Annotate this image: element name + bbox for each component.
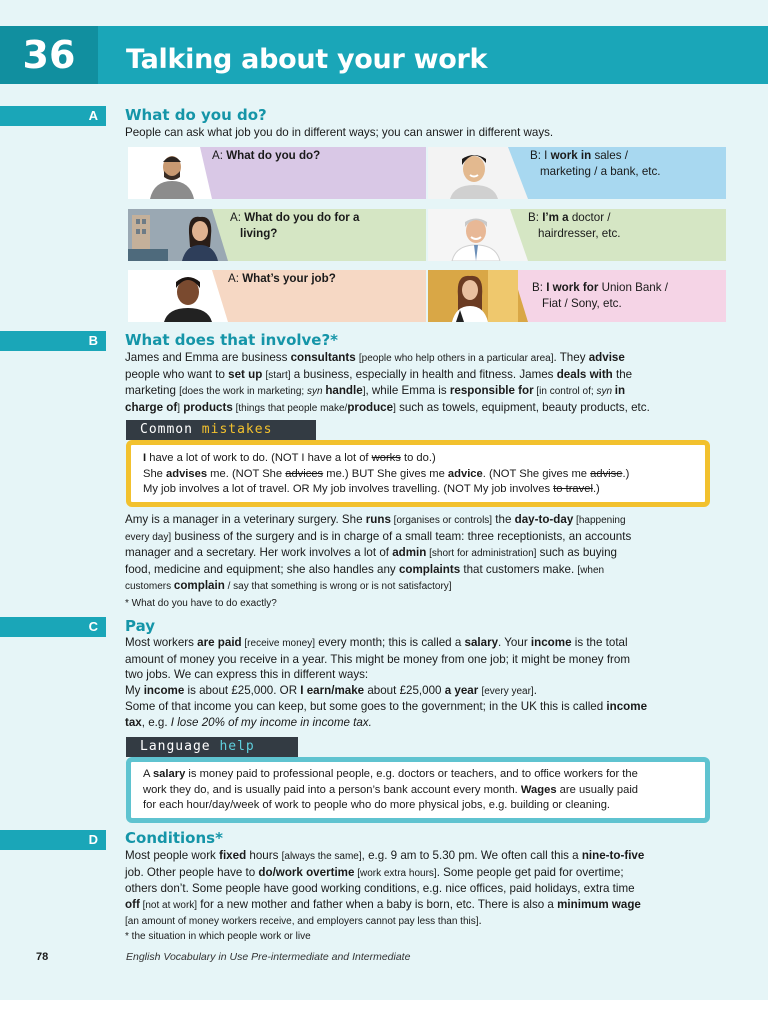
- section-c-text: Most workers are paid [receive money] every month; this is called a salary. Your income is the total amount of money you receive in a year. This might be money from one job; it might be money from two jobs. We can express this in different ways: My income is about £25,000. OR I earn/make about £25,000 a year [every year]. Some of that income you can keep, but some goes to the government; in the UK this is called income tax, e.g. I lose 20% of my income in income tax.: [125, 636, 648, 729]
- unit-number: 36: [0, 26, 98, 84]
- job-cell-question-2: [128, 209, 426, 261]
- question-1: A: What do you do?: [212, 149, 321, 162]
- section-d-footnote: * the situation in which people work or live: [125, 931, 311, 942]
- businesswoman-photo: [428, 270, 528, 322]
- section-c-tab: C: [0, 617, 106, 637]
- page-number: 78: [36, 951, 49, 963]
- question-2: A: What do you do for a living?: [230, 211, 360, 240]
- job-cell-question-3: [128, 270, 426, 322]
- job-cell-answer-1: [428, 147, 726, 199]
- job-cell-question-1: [128, 147, 426, 199]
- section-d-title: Conditions*: [125, 829, 223, 847]
- section-b-paragraph-2: Amy is a manager in a veterinary surgery. She runs [organises or controls] the day-to-day [happening every day] business of the surgery and is in charge of a small team: three receptionists, an accounts manager and a secretary. Her work involves a lot of admin [short for administration] such as buying food, medicine and equipment; she also handles any complaints that customers make. [when customers complain / say that something is wrong or is not satisfactory]: [125, 513, 632, 593]
- answer-3: B: I work for Union Bank / Fiat / Sony, etc.: [532, 281, 668, 310]
- answer-1: B: I work in sales / marketing / a bank, etc.: [530, 149, 661, 178]
- section-b-tab: B: [0, 331, 106, 351]
- section-a-intro: People can ask what job you do in different ways; you can answer in different ways.: [125, 126, 554, 139]
- section-d-tab: D: [0, 830, 106, 850]
- section-a-title: What do you do?: [125, 106, 267, 124]
- section-d-text: Most people work fixed hours [always the same], e.g. 9 am to 5.30 pm. We often call this a nine-to-five job. Other people have to do/work overtime [work extra hours]. Some people get paid for overtime; others don’t. Some people have good working conditions, e.g. nice offices, paid holidays, extra time off [not at work] for a new mother and father when a baby is born, etc. There is also a minimum wage [an amount of money workers receive, and employers cannot pay less than this].: [125, 849, 645, 928]
- language-help-text: A salary is money paid to professional people, e.g. doctors or teachers, and to office workers for the work they do, and is usually paid into a person’s bank account every month. Wages are usually paid for each hour/day/week of work to people who do more physical jobs, e.g. building or cleaning.: [143, 768, 639, 812]
- man-photo: [128, 147, 212, 199]
- answer-2: B: I’m a doctor / hairdresser, etc.: [528, 211, 621, 240]
- unit-title: Talking about your work: [126, 44, 488, 75]
- question-3: A: What’s your job?: [228, 272, 336, 285]
- common-mistakes-text: I have a lot of work to do. (NOT I have a lot of works to do.) She advises me. (NOT She advices me.) BUT She gives me advice. (NOT She gives me advise.) My job involves a lot of travel. OR My job involves travelling. (NOT My job involves to travel.): [143, 452, 630, 496]
- common-mistakes-box: [126, 440, 710, 507]
- section-b-title: What does that involve?*: [125, 331, 339, 349]
- section-a-tab: A: [0, 106, 106, 126]
- job-cell-answer-2: [428, 209, 726, 261]
- book-title: English Vocabulary in Use Pre-intermediate and Intermediate: [126, 951, 411, 963]
- section-c-title: Pay: [125, 617, 156, 635]
- woman-photo: [128, 209, 228, 261]
- section-b-paragraph-1: James and Emma are business consultants [people who help others in a particular area]. They advise people who want to set up [start] a business, especially in health and fitness. James deals with the marketing [does the work in marketing; syn handle], while Emma is responsible for [in control of; syn in charge of] products [things that people make/produce] such as towels, equipment, beauty products, etc.: [125, 351, 650, 414]
- common-mistakes-header: Common mistakes: [126, 420, 316, 440]
- young-man-photo: [428, 147, 528, 199]
- section-b-footnote: * What do you have to do exactly?: [125, 598, 277, 609]
- job-cell-answer-3: [428, 270, 726, 322]
- older-man-photo: [428, 209, 528, 261]
- language-help-box: [126, 757, 710, 823]
- language-help-header: Language help: [126, 737, 298, 757]
- woman-portrait-photo: [128, 270, 228, 322]
